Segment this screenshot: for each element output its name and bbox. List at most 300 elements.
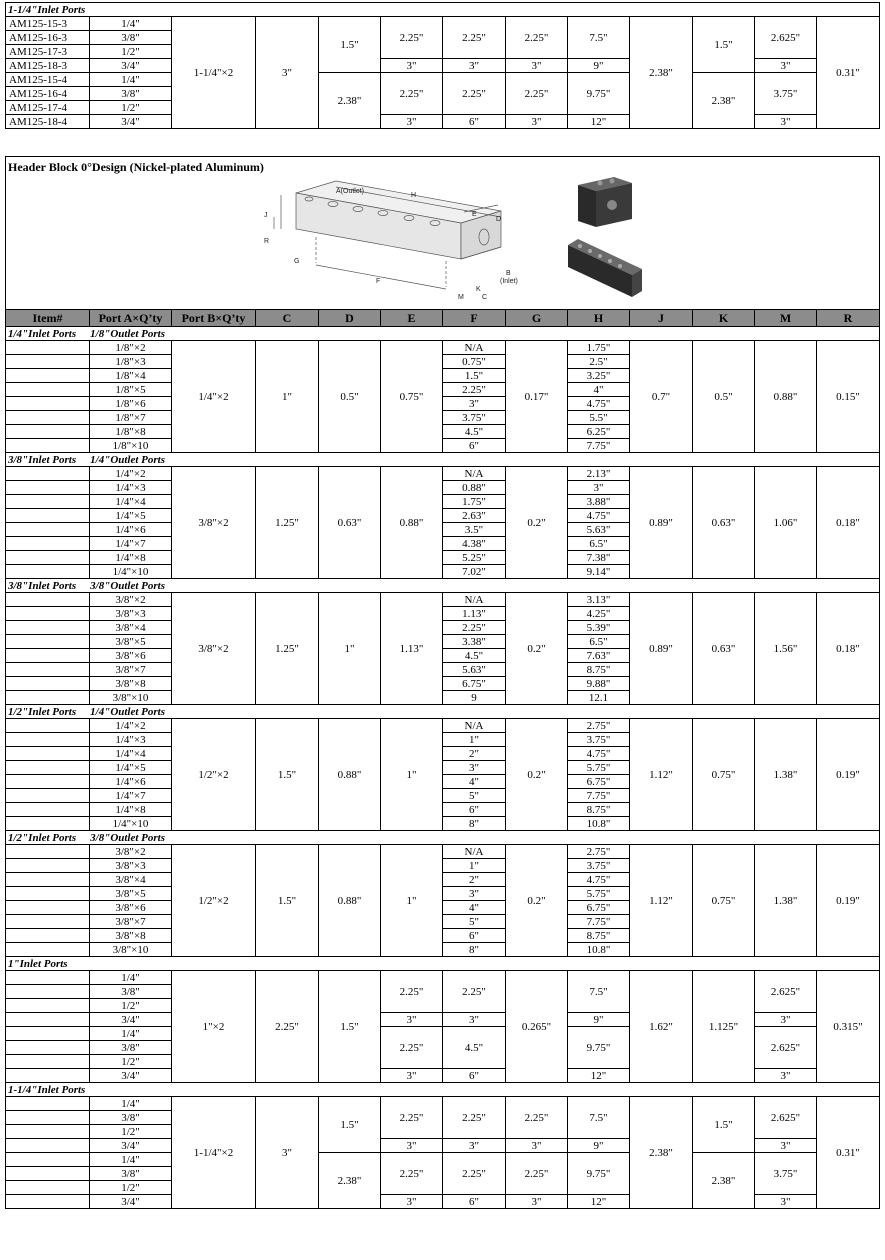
port-b-cell: 1/4"×10 <box>90 817 172 831</box>
item-cell <box>6 411 90 425</box>
item-cell: AM125-18-3 <box>6 59 90 73</box>
port-b-cell: 3/8"×4 <box>90 873 172 887</box>
item-cell <box>6 551 90 565</box>
k-cell: 2.38" <box>693 1153 755 1209</box>
j-cell: 1.12" <box>630 845 693 957</box>
item-cell <box>6 803 90 817</box>
col-d: D <box>319 310 381 327</box>
m-cell: 1.56" <box>755 593 817 705</box>
item-cell <box>6 1125 90 1139</box>
f-cell: 9 <box>443 691 506 705</box>
item-cell: AM125-15-3 <box>6 17 90 31</box>
port-b-cell: 1/4"×2 <box>90 467 172 481</box>
item-cell <box>6 677 90 691</box>
port-b-cell: 3/8"×6 <box>90 901 172 915</box>
f-cell: 2" <box>443 873 506 887</box>
r-cell: 0.19" <box>817 719 880 831</box>
d-cell: 2.38" <box>319 73 381 129</box>
label-inlet: (Inlet) <box>500 278 518 285</box>
f-cell: 1" <box>443 733 506 747</box>
port-b-cell: 3/4" <box>90 1139 172 1153</box>
f-cell: 2.25" <box>443 1097 506 1139</box>
port-b-cell: 3/4" <box>90 1069 172 1083</box>
f-cell: 3" <box>443 1013 506 1027</box>
port-b-cell: 3/8"×4 <box>90 621 172 635</box>
h-cell: 4.75" <box>568 509 630 523</box>
item-cell <box>6 425 90 439</box>
top-spec-table <box>5 2 880 129</box>
m-cell: 3" <box>755 1069 817 1083</box>
item-cell <box>6 733 90 747</box>
f-cell: 1.13" <box>443 607 506 621</box>
f-cell: 8" <box>443 943 506 957</box>
col-h: H <box>568 310 630 327</box>
item-cell <box>6 775 90 789</box>
item-cell <box>6 789 90 803</box>
col-k: K <box>693 310 755 327</box>
col-e: E <box>381 310 443 327</box>
h-cell: 8.75" <box>568 663 630 677</box>
r-cell: 0.15" <box>817 341 880 453</box>
section-title <box>6 705 880 719</box>
item-cell <box>6 649 90 663</box>
col-f: F <box>443 310 506 327</box>
label-a: A(Outlet) <box>336 188 365 195</box>
f-cell: 3" <box>443 59 506 73</box>
port-b-cell: 3/4" <box>90 1013 172 1027</box>
h-cell: 3.88" <box>568 495 630 509</box>
f-cell: N/A <box>443 719 506 733</box>
e-cell: 2.25" <box>381 17 443 59</box>
item-cell <box>6 1139 90 1153</box>
item-cell <box>6 845 90 859</box>
h-cell: 5.75" <box>568 887 630 901</box>
col-j: J <box>630 310 693 327</box>
f-cell: 1.5" <box>443 369 506 383</box>
col-port-a: Port A×Q’ty <box>90 310 172 327</box>
h-cell: 6.5" <box>568 635 630 649</box>
item-cell <box>6 929 90 943</box>
r-cell: 0.18" <box>817 593 880 705</box>
g-cell: 2.25" <box>506 17 568 59</box>
item-cell <box>6 1111 90 1125</box>
item-cell <box>6 1013 90 1027</box>
h-cell: 7.38" <box>568 551 630 565</box>
item-cell <box>6 1153 90 1167</box>
item-cell <box>6 383 90 397</box>
d-cell: 1" <box>319 593 381 705</box>
item-cell <box>6 355 90 369</box>
item-cell <box>6 1027 90 1041</box>
f-cell: 4.5" <box>443 425 506 439</box>
label-r: R <box>264 238 270 245</box>
h-cell: 8.75" <box>568 803 630 817</box>
m-cell: 1.38" <box>755 845 817 957</box>
table-row <box>6 971 880 985</box>
m-cell: 3" <box>755 59 817 73</box>
f-cell: 1.75" <box>443 495 506 509</box>
item-cell <box>6 1167 90 1181</box>
port-b-cell: 1/4"×2 <box>90 719 172 733</box>
item-cell: AM125-17-3 <box>6 45 90 59</box>
port-b-cell: 3/8"×5 <box>90 635 172 649</box>
item-cell <box>6 719 90 733</box>
item-cell <box>6 495 90 509</box>
item-cell <box>6 1181 90 1195</box>
h-cell: 8.75" <box>568 929 630 943</box>
g-cell: 2.25" <box>506 73 568 115</box>
r-cell: 0.18" <box>817 467 880 579</box>
d-cell: 0.88" <box>319 719 381 831</box>
inlet-label: 1/4"Inlet Ports <box>8 327 77 340</box>
f-cell: 5.63" <box>443 663 506 677</box>
port-a-cell: 1/2"×2 <box>172 845 256 957</box>
e-cell: 1" <box>381 719 443 831</box>
outlet-label: 1/4"Outlet Ports <box>90 453 166 466</box>
port-b-cell: 3/8"×10 <box>90 943 172 957</box>
f-cell: 4.38" <box>443 537 506 551</box>
port-b-cell: 3/4" <box>90 59 172 73</box>
port-b-cell: 1/8"×6 <box>90 397 172 411</box>
e-cell: 3" <box>381 1013 443 1027</box>
item-cell <box>6 523 90 537</box>
h-cell: 9.75" <box>568 1027 630 1069</box>
port-b-cell: 1/4"×6 <box>90 523 172 537</box>
port-b-cell: 3/4" <box>90 115 172 129</box>
port-a-cell: 1/2"×2 <box>172 719 256 831</box>
h-cell: 9" <box>568 1139 630 1153</box>
item-cell <box>6 971 90 985</box>
item-cell <box>6 341 90 355</box>
port-b-cell: 1/2" <box>90 1055 172 1069</box>
h-cell: 9.14" <box>568 565 630 579</box>
e-cell: 2.25" <box>381 1153 443 1195</box>
table-row <box>6 845 880 859</box>
port-b-cell: 3/8"×6 <box>90 649 172 663</box>
port-b-cell: 1/8"×7 <box>90 411 172 425</box>
port-a-cell: 1"×2 <box>172 971 256 1083</box>
item-cell: AM125-15-4 <box>6 73 90 87</box>
g-cell: 3" <box>506 1139 568 1153</box>
port-b-cell: 1/4"×7 <box>90 789 172 803</box>
k-cell: 1.5" <box>693 1097 755 1153</box>
item-cell <box>6 439 90 453</box>
k-cell: 0.75" <box>693 845 755 957</box>
h-cell: 7.75" <box>568 789 630 803</box>
h-cell: 12" <box>568 115 630 129</box>
j-cell: 1.12" <box>630 719 693 831</box>
port-b-cell: 3/8" <box>90 31 172 45</box>
col-g: G <box>506 310 568 327</box>
g-cell: 0.2" <box>506 719 568 831</box>
port-b-cell: 3/8"×3 <box>90 607 172 621</box>
f-cell: 4" <box>443 901 506 915</box>
f-cell: 3.5" <box>443 523 506 537</box>
f-cell: 3" <box>443 1139 506 1153</box>
section-title: 1-1/4"Inlet Ports <box>6 3 880 17</box>
item-cell <box>6 873 90 887</box>
port-b-cell: 3/8"×10 <box>90 691 172 705</box>
h-cell: 2.75" <box>568 845 630 859</box>
item-cell <box>6 985 90 999</box>
f-cell: 5.25" <box>443 551 506 565</box>
c-cell: 1.25" <box>256 467 319 579</box>
label-m: M <box>458 294 464 301</box>
port-b-cell: 1/8"×10 <box>90 439 172 453</box>
f-cell: 6" <box>443 115 506 129</box>
item-cell <box>6 1195 90 1209</box>
port-b-cell: 1/4"×7 <box>90 537 172 551</box>
h-cell: 6.25" <box>568 425 630 439</box>
h-cell: 5.75" <box>568 761 630 775</box>
table-row <box>6 17 880 31</box>
col-c: C <box>256 310 319 327</box>
label-d: D <box>496 216 502 223</box>
h-cell: 3.13" <box>568 593 630 607</box>
f-cell: 3" <box>443 397 506 411</box>
label-k: K <box>476 286 481 293</box>
item-cell: AM125-16-4 <box>6 87 90 101</box>
item-cell <box>6 635 90 649</box>
item-cell <box>6 1055 90 1069</box>
item-cell <box>6 621 90 635</box>
port-a-cell: 3/8"×2 <box>172 593 256 705</box>
k-cell: 0.5" <box>693 341 755 453</box>
label-c: C <box>482 294 488 301</box>
e-cell: 1.13" <box>381 593 443 705</box>
e-cell: 3" <box>381 59 443 73</box>
f-cell: 2.25" <box>443 17 506 59</box>
d-cell: 0.63" <box>319 467 381 579</box>
item-cell <box>6 999 90 1013</box>
port-b-cell: 1/2" <box>90 101 172 115</box>
section-title <box>6 327 880 341</box>
h-cell: 7.5" <box>568 1097 630 1139</box>
m-cell: 3" <box>755 115 817 129</box>
e-cell: 2.25" <box>381 73 443 115</box>
item-cell <box>6 859 90 873</box>
f-cell: 1" <box>443 859 506 873</box>
g-cell: 0.17" <box>506 341 568 453</box>
g-cell: 0.2" <box>506 593 568 705</box>
product-figure <box>5 156 880 310</box>
port-b-cell: 3/8"×5 <box>90 887 172 901</box>
table-row <box>6 341 880 355</box>
inlet-label: 3/8"Inlet Ports <box>8 579 77 592</box>
table-row <box>6 467 880 481</box>
h-cell: 5.63" <box>568 523 630 537</box>
c-cell: 3" <box>256 1097 319 1209</box>
port-b-cell: 3/8"×7 <box>90 663 172 677</box>
j-cell: 1.62" <box>630 971 693 1083</box>
f-cell: 6.75" <box>443 677 506 691</box>
g-cell: 0.265" <box>506 971 568 1083</box>
item-cell <box>6 901 90 915</box>
g-cell: 3" <box>506 59 568 73</box>
f-cell: 4.5" <box>443 649 506 663</box>
m-cell: 3" <box>755 1139 817 1153</box>
item-cell <box>6 691 90 705</box>
f-cell: N/A <box>443 845 506 859</box>
h-cell: 4.75" <box>568 397 630 411</box>
label-j: J <box>264 212 268 219</box>
e-cell: 3" <box>381 115 443 129</box>
port-b-cell: 3/8" <box>90 1111 172 1125</box>
port-b-cell: 1/4" <box>90 73 172 87</box>
h-cell: 9" <box>568 1013 630 1027</box>
item-cell <box>6 1069 90 1083</box>
section-title: 1-1/4"Inlet Ports <box>6 1083 880 1097</box>
port-b-cell: 1/4"×8 <box>90 551 172 565</box>
inlet-label: 1/2"Inlet Ports <box>8 831 77 844</box>
d-cell: 2.38" <box>319 1153 381 1209</box>
port-b-cell: 1/4"×10 <box>90 565 172 579</box>
col-r: R <box>817 310 880 327</box>
h-cell: 2.13" <box>568 467 630 481</box>
item-cell <box>6 1041 90 1055</box>
item-cell: AM125-17-4 <box>6 101 90 115</box>
m-cell: 2.625" <box>755 17 817 59</box>
g-cell: 0.2" <box>506 845 568 957</box>
table-row <box>6 593 880 607</box>
c-cell: 1.5" <box>256 719 319 831</box>
main-spec-table <box>5 309 880 1209</box>
port-b-cell: 1/8"×3 <box>90 355 172 369</box>
port-b-cell: 3/8" <box>90 1041 172 1055</box>
port-a-cell: 3/8"×2 <box>172 467 256 579</box>
label-b: B <box>506 270 511 277</box>
item-cell: AM125-18-4 <box>6 115 90 129</box>
table-row <box>6 73 880 87</box>
c-cell: 3" <box>256 17 319 129</box>
port-b-cell: 3/8" <box>90 1167 172 1181</box>
port-b-cell: 1/2" <box>90 999 172 1013</box>
h-cell: 9.75" <box>568 1153 630 1195</box>
f-cell: 5" <box>443 915 506 929</box>
h-cell: 12" <box>568 1195 630 1209</box>
col-m: M <box>755 310 817 327</box>
port-b-cell: 1/4"×4 <box>90 747 172 761</box>
section-title <box>6 831 880 845</box>
port-b-cell: 1/2" <box>90 1125 172 1139</box>
f-cell: 0.75" <box>443 355 506 369</box>
m-cell: 3.75" <box>755 73 817 115</box>
k-cell: 0.63" <box>693 467 755 579</box>
item-cell <box>6 369 90 383</box>
m-cell: 1.38" <box>755 719 817 831</box>
d-cell: 0.88" <box>319 845 381 957</box>
h-cell: 10.8" <box>568 943 630 957</box>
h-cell: 10.8" <box>568 817 630 831</box>
d-cell: 1.5" <box>319 971 381 1083</box>
item-cell <box>6 1097 90 1111</box>
table-row <box>6 1153 880 1167</box>
item-cell <box>6 537 90 551</box>
e-cell: 3" <box>381 1195 443 1209</box>
port-b-cell: 3/4" <box>90 1195 172 1209</box>
item-cell <box>6 565 90 579</box>
j-cell: 0.7" <box>630 341 693 453</box>
h-cell: 4.75" <box>568 873 630 887</box>
r-cell: 0.315" <box>817 971 880 1083</box>
j-cell: 2.38" <box>630 1097 693 1209</box>
h-cell: 7.5" <box>568 17 630 59</box>
h-cell: 7.75" <box>568 439 630 453</box>
f-cell: N/A <box>443 341 506 355</box>
h-cell: 2.75" <box>568 719 630 733</box>
port-b-cell: 1/4"×8 <box>90 803 172 817</box>
port-b-cell: 1/4"×5 <box>90 509 172 523</box>
port-b-cell: 1/2" <box>90 45 172 59</box>
j-cell: 0.89" <box>630 593 693 705</box>
h-cell: 12.1 <box>568 691 630 705</box>
h-cell: 7.75" <box>568 915 630 929</box>
label-g: G <box>294 258 300 265</box>
k-cell: 1.125" <box>693 971 755 1083</box>
f-cell: 7.02" <box>443 565 506 579</box>
k-cell: 0.63" <box>693 593 755 705</box>
col-port-b: Port B×Q’ty <box>172 310 256 327</box>
port-b-cell: 1/4" <box>90 1097 172 1111</box>
h-cell: 1.75" <box>568 341 630 355</box>
f-cell: 6" <box>443 803 506 817</box>
port-b-cell: 3/8"×2 <box>90 593 172 607</box>
m-cell: 3" <box>755 1013 817 1027</box>
f-cell: 6" <box>443 1195 506 1209</box>
label-h: H <box>411 192 417 199</box>
port-b-cell: 3/8" <box>90 985 172 999</box>
m-cell: 2.625" <box>755 1097 817 1139</box>
port-a-cell: 1-1/4"×2 <box>172 1097 256 1209</box>
header-row <box>6 310 880 327</box>
f-cell: N/A <box>443 593 506 607</box>
h-cell: 7.5" <box>568 971 630 1013</box>
h-cell: 3.75" <box>568 859 630 873</box>
h-cell: 4.75" <box>568 747 630 761</box>
port-b-cell: 1/4" <box>90 1027 172 1041</box>
r-cell: 0.19" <box>817 845 880 957</box>
f-cell: 3" <box>443 887 506 901</box>
f-cell: 8" <box>443 817 506 831</box>
port-b-cell: 3/8"×2 <box>90 845 172 859</box>
port-b-cell: 1/4" <box>90 1153 172 1167</box>
port-b-cell: 1/8"×5 <box>90 383 172 397</box>
f-cell: 4.5" <box>443 1027 506 1069</box>
m-cell: 1.06" <box>755 467 817 579</box>
port-b-cell: 1/4" <box>90 17 172 31</box>
h-cell: 6.5" <box>568 537 630 551</box>
k-cell: 0.75" <box>693 719 755 831</box>
g-cell: 2.25" <box>506 1153 568 1195</box>
port-b-cell: 1/8"×2 <box>90 341 172 355</box>
section-title <box>6 579 880 593</box>
f-cell: 2.25" <box>443 1153 506 1195</box>
m-cell: 3.75" <box>755 1153 817 1195</box>
e-cell: 2.25" <box>381 1027 443 1069</box>
outlet-label: 3/8"Outlet Ports <box>90 579 166 592</box>
m-cell: 2.625" <box>755 971 817 1013</box>
d-cell: 1.5" <box>319 1097 381 1153</box>
k-cell: 2.38" <box>693 73 755 129</box>
e-cell: 3" <box>381 1069 443 1083</box>
e-cell: 0.88" <box>381 467 443 579</box>
c-cell: 1.5" <box>256 845 319 957</box>
port-b-cell: 3/8"×3 <box>90 859 172 873</box>
header-block-drawing <box>6 157 879 310</box>
j-cell: 0.89" <box>630 467 693 579</box>
j-cell: 2.38" <box>630 17 693 129</box>
h-cell: 9" <box>568 59 630 73</box>
